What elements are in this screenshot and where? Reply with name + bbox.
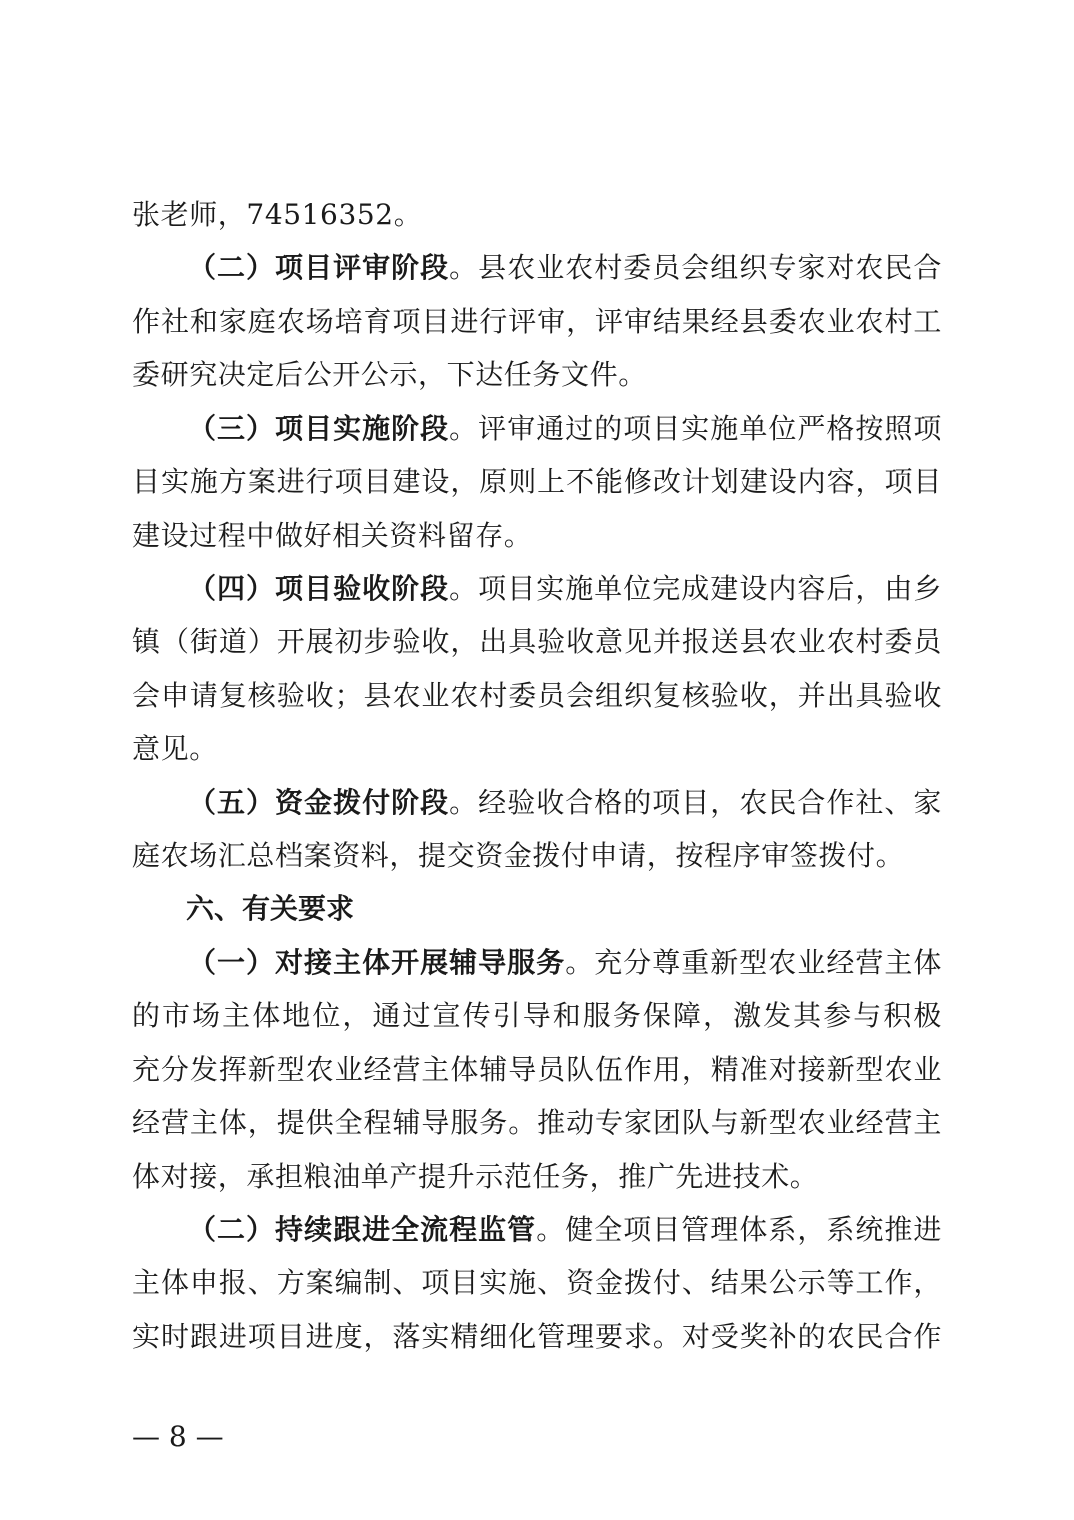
line-text: 庭农场汇总档案资料，提交资金拨付申请，按程序审签拨付。 xyxy=(132,839,905,873)
text-line xyxy=(132,295,942,348)
line-text: 六、有关要求 xyxy=(186,892,355,926)
line-text: 体对接，承担粮油单产提升示范任务，推广先进技术。 xyxy=(132,1159,819,1193)
text-line xyxy=(132,1096,942,1149)
subsection-title: （五）资金拨付阶段 xyxy=(188,785,450,819)
page-number: — 8 — xyxy=(132,1420,224,1453)
line-text: 建设过程中做好相关资料留存。 xyxy=(132,518,533,552)
text-line xyxy=(132,936,942,989)
subsection-title: （四）项目验收阶段 xyxy=(188,571,450,605)
line-text: 的市场主体地位，通过宣传引导和服务保障，激发其参与积极 xyxy=(132,999,942,1033)
text-line xyxy=(132,1043,942,1096)
line-text: 主体申报、方案编制、项目实施、资金拨付、结果公示等工作， xyxy=(132,1266,942,1300)
text-line xyxy=(132,402,942,455)
text-line xyxy=(132,1150,942,1203)
text-line xyxy=(132,776,942,829)
text-line xyxy=(132,669,942,722)
text-line xyxy=(132,348,942,401)
line-text: 张老师，74516352。 xyxy=(132,198,423,231)
text-line xyxy=(132,562,942,615)
text-line xyxy=(132,188,942,241)
line-text: 充分发挥新型农业经营主体辅导员队伍作用，精准对接新型农业 xyxy=(132,1052,942,1086)
line-text: 目实施方案进行项目建设，原则上不能修改计划建设内容，项目 xyxy=(132,465,942,499)
subsection-title: （二）项目评审阶段 xyxy=(188,251,450,285)
line-text: 。评审通过的项目实施单位严格按照项 xyxy=(449,411,942,445)
text-line xyxy=(132,1310,942,1363)
line-text: 作社和家庭农场培育项目进行评审，评审结果经县委农业农村工 xyxy=(132,304,942,338)
line-text: 。项目实施单位完成建设内容后，由乡 xyxy=(449,571,942,605)
line-text: 。健全项目管理体系，系统推进 xyxy=(536,1213,942,1247)
text-line xyxy=(132,829,942,882)
line-text: 会申请复核验收；县农业农村委员会组织复核验收，并出具验收 xyxy=(132,678,942,712)
text-line xyxy=(132,722,942,775)
text-line xyxy=(132,989,942,1042)
line-text: 。充分尊重新型农业经营主体 xyxy=(565,945,942,979)
text-line xyxy=(132,509,942,562)
line-text: 。县农业农村委员会组织专家对农民合 xyxy=(449,251,942,285)
text-line xyxy=(132,615,942,668)
line-text: 经营主体，提供全程辅导服务。推动专家团队与新型农业经营主 xyxy=(132,1106,942,1140)
document-body xyxy=(132,188,942,1363)
text-line xyxy=(132,1203,942,1256)
text-line xyxy=(132,1256,942,1309)
subsection-title: （二）持续跟进全流程监管 xyxy=(188,1213,537,1247)
line-text: 镇（街道）开展初步验收，出具验收意见并报送县农业农村委员 xyxy=(132,625,942,659)
subsection-title: （一）对接主体开展辅导服务 xyxy=(188,945,566,979)
text-line xyxy=(132,455,942,508)
subsection-title: （三）项目实施阶段 xyxy=(188,411,450,445)
line-text: 意见。 xyxy=(132,732,218,766)
text-line xyxy=(132,241,942,294)
line-text: 委研究决定后公开公示，下达任务文件。 xyxy=(132,358,647,392)
section-heading xyxy=(132,882,942,935)
line-text: 。经验收合格的项目，农民合作社、家 xyxy=(449,785,942,819)
line-text: 实时跟进项目进度，落实精细化管理要求。对受奖补的农民合作 xyxy=(132,1319,942,1353)
